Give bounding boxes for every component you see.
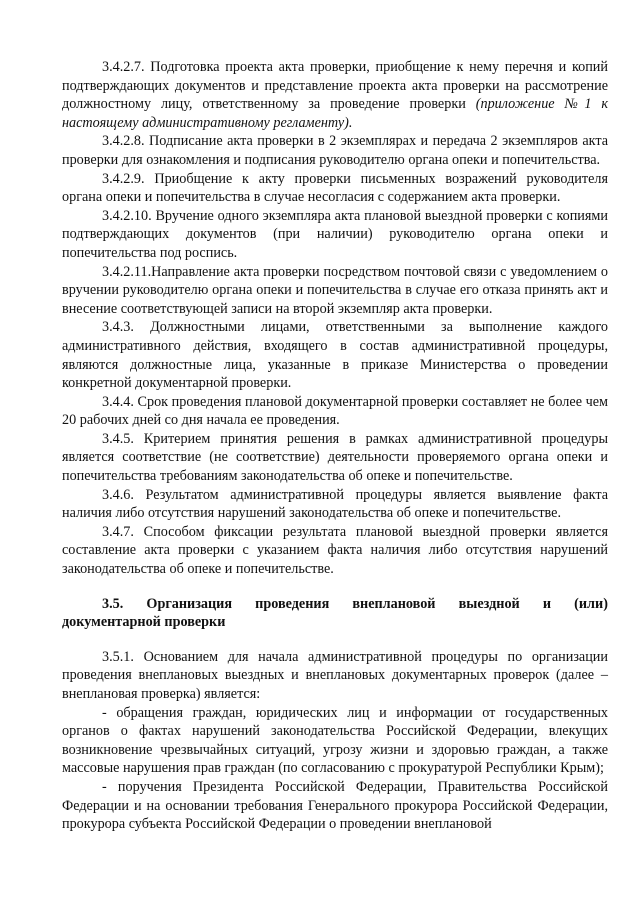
paragraph-3-4-6: 3.4.6. Результатом административной процедуры является выявление факта наличия либо отсутствия нарушений законодательства об опеке и попечительстве. [62,486,608,522]
paragraph-3-4-2-8: 3.4.2.8. Подписание акта проверки в 2 экземплярах и передача 2 экземпляров акта проверки для ознакомления и подписания руководителю органа опеки и попечительства. [62,133,608,168]
paragraph-3-4-5: 3.4.5. Критерием принятия решения в рамках административной процедуры является соответствие (не соответствие) деятельности проверяемого органа опеки и попечительства требованиям законодательства об опеке и попечительстве. [62,430,608,485]
paragraph-3-4-2-9: 3.4.2.9. Приобщение к акту проверки письменных возражений руководителя органа опеки и попечительства в случае несогласия с содержанием акта проверки. [62,170,608,206]
spacer [62,579,608,595]
paragraph-3-4-7: 3.4.7. Способом фиксации результата плановой выездной проверки является составление акта проверки с указанием факта наличия либо отсутствия нарушений законодательства об опеке и попечительстве. [62,523,608,578]
list-item-citizen-appeals: - обращения граждан, юридических лиц и информации от государственных органов о фактах нарушений законодательства Российской Федерации, влекущих возникновение чрезвычайных ситуаций, угрозу жизни и здоровью граждан, а также массовые нарушения прав граждан (по согласованию с прокуратурой Республики Крым); [62,704,608,777]
paragraph-3-4-2-7: 3.4.2.7. Подготовка проекта акта проверки, приобщение к нему перечня и копий подтверждающих документов и представление проекта акта проверки на рассмотрение должностному лицу, ответственному за проведение проверки (приложение №1 к настоящему административному регламенту). [62,59,609,131]
paragraph-3-5-1: 3.5.1. Основанием для начала административной процедуры по организации проведения внеплановых выездных и внеплановых документарных проверок (далее – внеплановая проверка) является: [62,648,608,702]
paragraph-3-4-3: 3.4.3. Должностными лицами, ответственными за выполнение каждого административного действия, входящего в состав административной процедуры, являются должностные лица, указанные в приказе Министерства о проведении конкретной документарной проверки. [62,319,608,392]
paragraph-3-4-2-10: 3.4.2.10. Вручение одного экземпляра акта плановой выездной проверки с копиями подтверждающих документов (при наличии) руководителю органа опеки и попечительства под роспись. [62,207,608,261]
spacer [62,632,608,648]
paragraph-3-4-4: 3.4.4. Срок проведения плановой документарной проверки составляет не более чем 20 рабочих дней со дня начала ее проведения. [62,393,608,429]
section-heading-3-5: 3.5. Организация проведения внеплановой выездной и (или) документарной проверки [62,595,608,631]
list-item-president-orders: - поручения Президента Российской Федерации, Правительства Российской Федерации и на основании требования Генерального прокурора Российской Федерации, прокурора субъекта Российской Федерации о проведении внеплановой [62,778,608,833]
paragraph-3-4-2-11: 3.4.2.11.Направление акта проверки посредством почтовой связи с уведомлением о вручении руководителю органа опеки и попечительства в случае его отказа принять акт и внесение соответствующей записи на второй экземпляр акта проверки. [62,263,608,317]
appendix-reference: (приложение №1 к настоящему административному регламенту). [62,96,609,131]
